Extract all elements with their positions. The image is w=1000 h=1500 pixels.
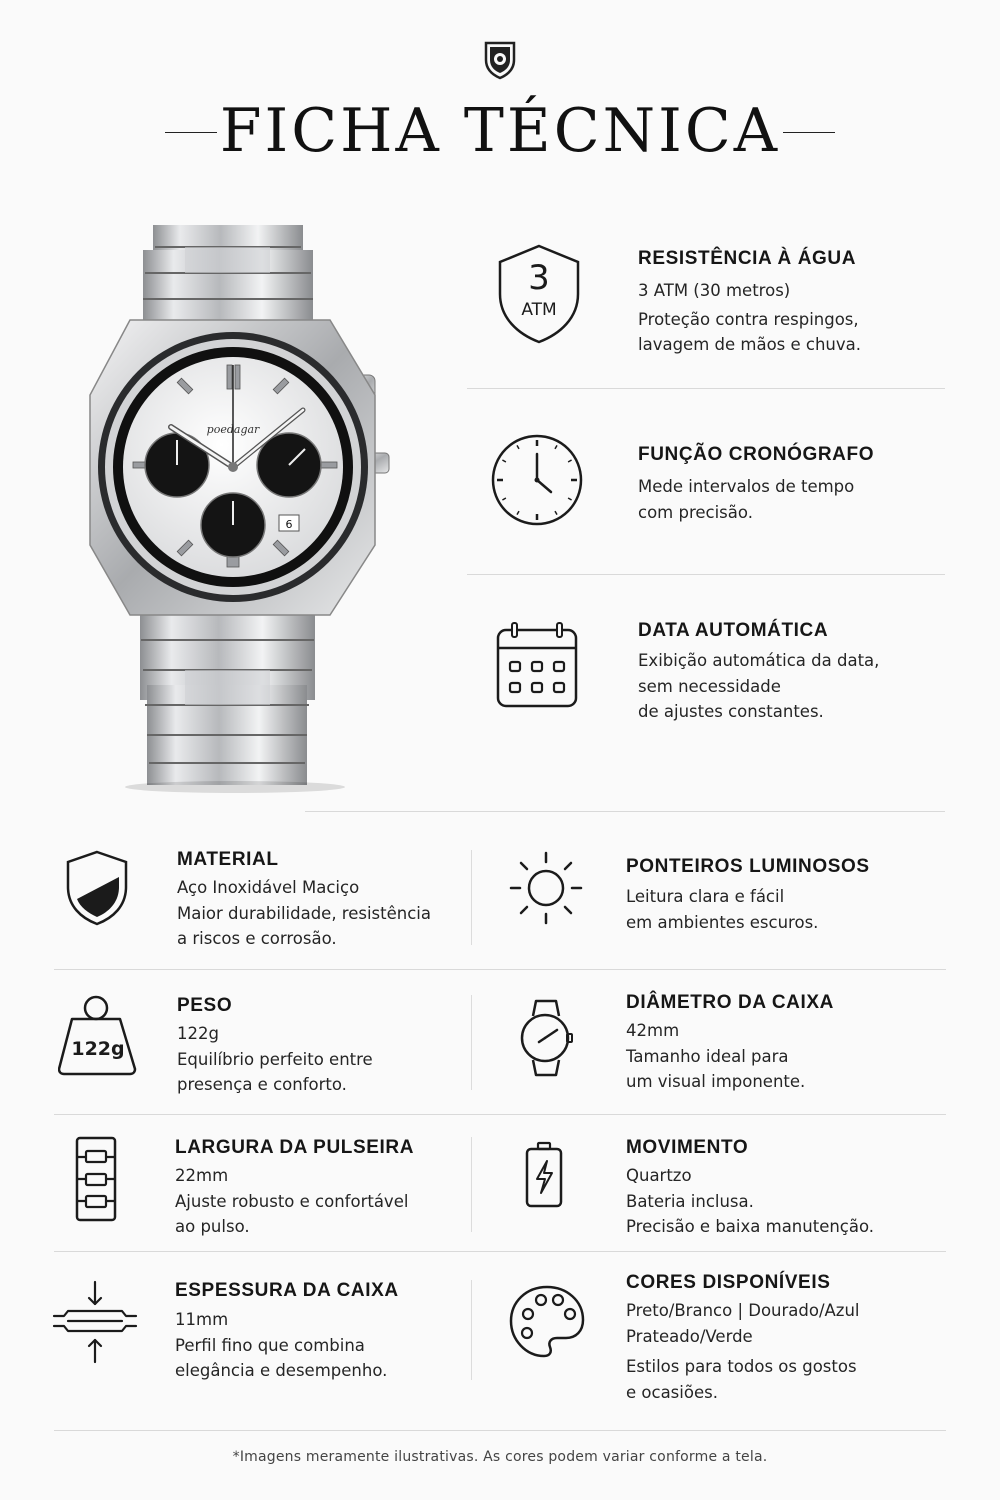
column-divider — [471, 1280, 472, 1380]
wristwatch-icon — [519, 998, 573, 1078]
feature-text-chrono — [638, 474, 854, 525]
feature-line: de ajustes constantes. — [638, 702, 824, 721]
feature-text-diameter — [626, 1018, 805, 1095]
bracelet-icon — [74, 1135, 118, 1223]
clock-icon — [489, 432, 585, 528]
column-divider — [471, 1137, 472, 1232]
feature-title-water: RESISTÊNCIA À ÁGUA — [638, 248, 857, 269]
calendar-icon — [494, 620, 580, 710]
column-divider — [471, 995, 472, 1090]
feature-title-chrono: FUNÇÃO CRONÓGRAFO — [638, 444, 875, 465]
feature-text-strap — [175, 1163, 408, 1240]
feature-line: 22mm — [175, 1166, 229, 1185]
shield-3atm-number: 3 — [528, 258, 550, 298]
feature-line: 11mm — [175, 1310, 229, 1329]
feature-line: Aço Inoxidável Maciço — [177, 878, 360, 897]
sun-icon — [508, 850, 584, 926]
divider — [54, 1430, 946, 1431]
feature-line: presença e conforto. — [177, 1075, 347, 1094]
feature-line: ao pulso. — [175, 1217, 250, 1236]
feature-text-luminous — [626, 884, 818, 935]
feature-line: 122g — [177, 1024, 219, 1043]
feature-text-date — [638, 648, 879, 725]
feature-line: sem necessidade — [638, 676, 781, 696]
brand-logo-icon — [483, 40, 517, 80]
feature-line: Precisão e baixa manutenção. — [626, 1217, 875, 1236]
palette-icon — [508, 1284, 586, 1360]
feature-line: Maior durabilidade, resistência — [177, 903, 432, 923]
column-divider — [471, 850, 472, 945]
feature-line: Exibição automática da data, — [638, 651, 880, 670]
feature-title-material: MATERIAL — [177, 849, 279, 870]
battery-icon — [524, 1141, 564, 1209]
page-title: FICHA TÉCNICA — [219, 96, 781, 166]
feature-line: Tamanho ideal para — [626, 1046, 789, 1066]
feature-line: 42mm — [626, 1021, 680, 1040]
feature-text-colors — [626, 1298, 860, 1405]
feature-line: Bateria inclusa. — [626, 1191, 754, 1211]
feature-line: um visual imponente. — [626, 1072, 806, 1091]
feature-line: 3 ATM (30 metros) — [638, 281, 791, 300]
feature-line: Prateado/Verde — [626, 1326, 753, 1346]
feature-line: Mede intervalos de tempo — [638, 477, 855, 496]
weight-icon — [58, 995, 138, 1077]
feature-title-thickness: ESPESSURA DA CAIXA — [175, 1280, 399, 1301]
feature-title-weight: PESO — [177, 995, 233, 1016]
feature-text-thickness — [175, 1307, 387, 1384]
divider — [54, 969, 946, 970]
feature-line: em ambientes escuros. — [626, 912, 819, 932]
feature-line: Equilíbrio perfeito entre — [177, 1049, 373, 1069]
divider — [305, 811, 945, 812]
feature-text-water — [638, 278, 861, 358]
feature-line: Estilos para todos os gostos — [626, 1357, 857, 1376]
feature-line: lavagem de mãos e chuva. — [638, 335, 862, 354]
feature-line: Preto/Branco | Dourado/Azul — [626, 1301, 860, 1320]
feature-title-luminous: PONTEIROS LUMINOSOS — [626, 856, 870, 877]
footnote: *Imagens meramente ilustrativas. As cores podem variar conforme a tela. — [232, 1449, 768, 1465]
feature-line: Leitura clara e fácil — [626, 887, 785, 906]
shield-icon — [64, 849, 130, 927]
divider — [467, 388, 945, 389]
feature-line: Proteção contra respingos, — [638, 309, 859, 329]
feature-line: Perfil fino que combina — [175, 1335, 365, 1355]
feature-title-strap: LARGURA DA PULSEIRA — [175, 1137, 415, 1158]
watch-date-window: 6 — [285, 518, 293, 531]
feature-line: com precisão. — [638, 502, 753, 522]
feature-line: elegância e desempenho. — [175, 1361, 388, 1380]
feature-line: Quartzo — [626, 1166, 692, 1185]
feature-title-movement: MOVIMENTO — [626, 1137, 749, 1158]
title-rule-right — [783, 132, 835, 133]
shield-3atm-unit: ATM — [521, 300, 557, 320]
feature-title-diameter: DIÂMETRO DA CAIXA — [626, 992, 834, 1013]
feature-text-movement — [626, 1163, 874, 1240]
watch-image — [85, 215, 405, 800]
feature-title-date: DATA AUTOMÁTICA — [638, 620, 829, 641]
feature-text-weight — [177, 1021, 373, 1098]
feature-line: e ocasiões. — [626, 1382, 718, 1402]
feature-line: Ajuste robusto e confortável — [175, 1191, 409, 1211]
feature-text-material — [177, 875, 431, 952]
divider — [54, 1114, 946, 1115]
weight-icon-label: 122g — [71, 1038, 125, 1060]
divider — [54, 1251, 946, 1252]
thickness-icon — [52, 1280, 138, 1364]
feature-line: a riscos e corrosão. — [177, 929, 337, 948]
divider — [467, 574, 945, 575]
watch-brand-text: poedagar — [206, 423, 260, 436]
feature-title-colors: CORES DISPONÍVEIS — [626, 1272, 831, 1293]
